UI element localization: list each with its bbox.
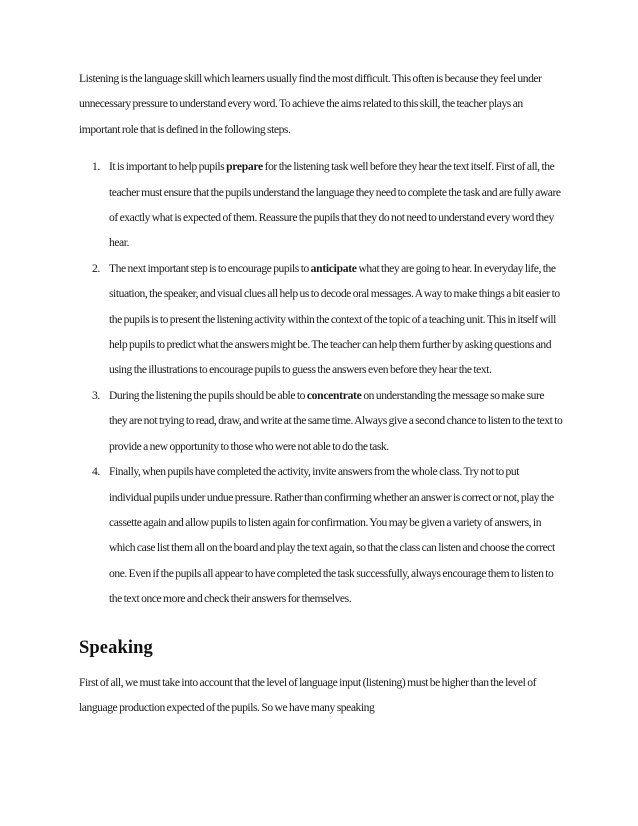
list-item-keyword: prepare (226, 160, 263, 174)
list-item-text-before: During the listening the pupils should be able to (109, 388, 307, 402)
list-item-keyword: anticipate (310, 261, 357, 275)
list-item-text-after: what they are going to hear. In everyday life, the situation, the speaker, and visual clues all help us to decode oral messages. A way to make things a bit easier to the pupils is to present the listening activity within the context of the topic of a teaching unit. This in itself will help pupils to predict what the answers might be. The teacher can help them further by asking questions and using the illustrations to encourage pupils to guess the answers even before they hear the text. (109, 261, 560, 377)
speaking-heading: Speaking (79, 637, 153, 658)
list-item-number: 4. (92, 465, 100, 479)
list-item (79, 459, 563, 611)
speaking-intro-paragraph: First of all, we must take into account that the level of language input (listening) must be higher than the level of language production expected of the pupils. So we have many speaking (79, 675, 536, 714)
list-item-text-before: It is important to help pupils (109, 160, 227, 174)
listening-intro-paragraph: Listening is the language skill which learners usually find the most difficult. This often is because they feel under unnecessary pressure to understand every word. To achieve the aims related to this skill, the teacher plays an important role that is defined in the following steps. (79, 72, 542, 136)
list-item (79, 256, 563, 383)
list-item (79, 154, 563, 256)
list-item (79, 383, 563, 459)
list-item-number: 3. (92, 388, 100, 402)
list-item-number: 1. (92, 160, 100, 174)
list-item-keyword: concentrate (306, 388, 362, 402)
list-item-text-after: for the listening task well before they hear the text itself. First of all, the teacher must ensure that the pupils understand the language they need to complete the task and are fully aware of exactly what is expected of them. Reassure the pupils that they do not need to understand every word they hear. (109, 160, 561, 250)
listening-steps-list (79, 154, 563, 611)
list-item-text-before: The next important step is to encourage pupils to (109, 261, 311, 275)
list-item-text-after: on understanding the message so make sure they are not trying to read, draw, and write at the same time. Always give a second chance to listen to the text to provide a new opportunity to those who were not able to do the task. (109, 388, 563, 453)
list-item-number: 2. (92, 261, 100, 275)
list-item-text-before: Finally, when pupils have completed the activity, invite answers from the whole class. Try not to put individual pupils under undue pressure. Rather than confirming whether an answer is correct or not, play the cassette again and allow pupils to listen again for confirmation. You may be given a variety of answers, in which case list them all on the board and play the text again, so that the class can listen and choose the correct one. Even if the pupils all appear to have completed the task successfully, always encourage them to listen to the text once more and check their answers for themselves. (109, 465, 555, 606)
document-page (79, 66, 563, 720)
